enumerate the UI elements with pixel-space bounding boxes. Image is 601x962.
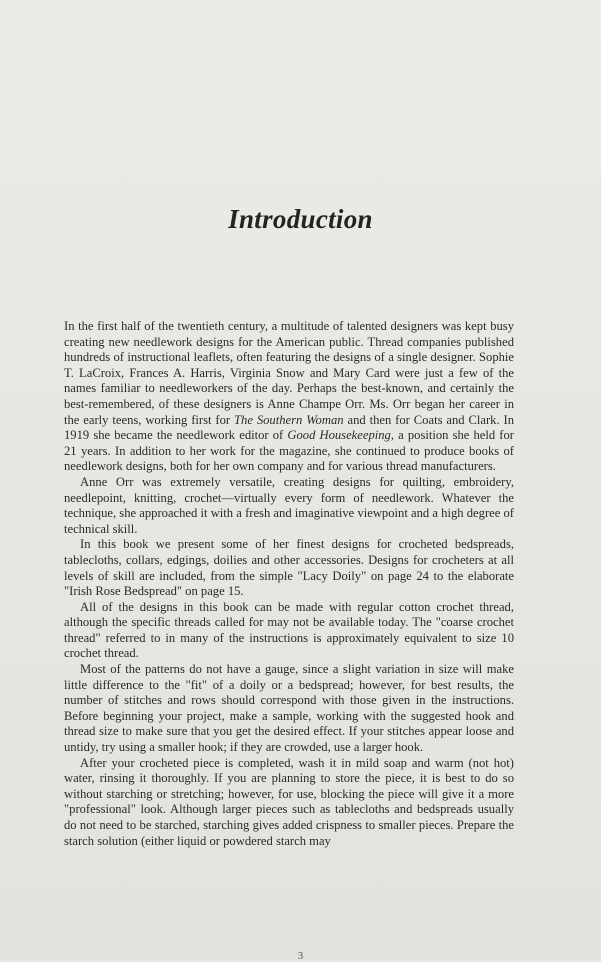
paragraph-text: After your crocheted piece is completed, wash it in mild soap and warm (not hot) water, rinsing it thoroughly. If you are planning to store the piece, it is best to do so without starching or stretching; however, for use, blocking the piece will give it a more "professional" look. Although larger pieces such as tablecloths and bedspreads usually do not need to be starched, starching gives added crispness to smaller pieces. Prepare the starch solution (either liquid or powdered starch may xyxy=(64,755,514,848)
paragraph xyxy=(64,475,514,537)
page-title: Introduction xyxy=(228,204,373,235)
paragraph-text: Anne Orr was extremely versatile, creating designs for quilting, embroidery, needlepoint, knitting, crochet—virtually every form of needlework. Whatever the technique, she approached it with a fresh and imaginative viewpoint and a high degree of technical skill. xyxy=(64,474,514,536)
introduction-body xyxy=(64,319,514,849)
paragraph-text: In the first half of the twentieth century, a multitude of talented designers was kept busy creating new needlework designs for the American public. Thread companies published hundreds of instructional leaflets, often featuring the designs of a single designer. Sophie T. LaCroix, Frances A. Harris, Virginia Snow and Mary Card were just a few of the names familiar to needleworkers of the day. Perhaps the best-known, and certainly the best-remembered, of these designers is Anne Champe Orr. Ms. Orr began her career in the early teens, working first for xyxy=(64,319,514,427)
paragraph xyxy=(64,756,514,850)
paragraph-text: In this book we present some of her finest designs for crocheted bedspreads, tablecloths, collars, edgings, doilies and other accessories. Designs for crocheters at all levels of skill are included, from the simple "Lacy Doily" on page 24 to the elaborate "Irish Rose Bedspread" on page 15. xyxy=(64,537,514,599)
paragraph-text: and then for Coats and Clark. In 1919 she became the needlework editor of xyxy=(64,412,515,443)
paragraph-text: Most of the patterns do not have a gauge, since a slight variation in size will make little difference to the "fit" of a doily or a bedspread; however, for best results, the number of stitches and rows should correspond with those given in the instructions. Before beginning your project, make a sample, working with the suggested hook and thread size to make sure that you get the desired effect. If your stitches appear loose and untidy, try using a smaller hook; if they are crowded, use a larger hook. xyxy=(64,662,514,755)
paragraph xyxy=(64,319,514,475)
italic-title-text: Good Housekeeping xyxy=(287,428,391,443)
paragraph xyxy=(64,537,514,599)
paragraph-text: , a position she held for 21 years. In addition to her work for the magazine, she continued to produce books of needlework designs, both for her own company and for various thread manufacturers. xyxy=(64,428,514,474)
paragraph xyxy=(64,600,514,662)
paragraph xyxy=(64,662,514,756)
paragraph-text: All of the designs in this book can be made with regular cotton crochet thread, although the specific threads called for may not be available today. The "coarse crochet thread" referred to in many of the instructions is approximately equivalent to size 10 crochet thread. xyxy=(64,599,514,661)
page-number: 3 xyxy=(297,950,304,962)
italic-title-text: The Southern Woman xyxy=(234,412,344,427)
